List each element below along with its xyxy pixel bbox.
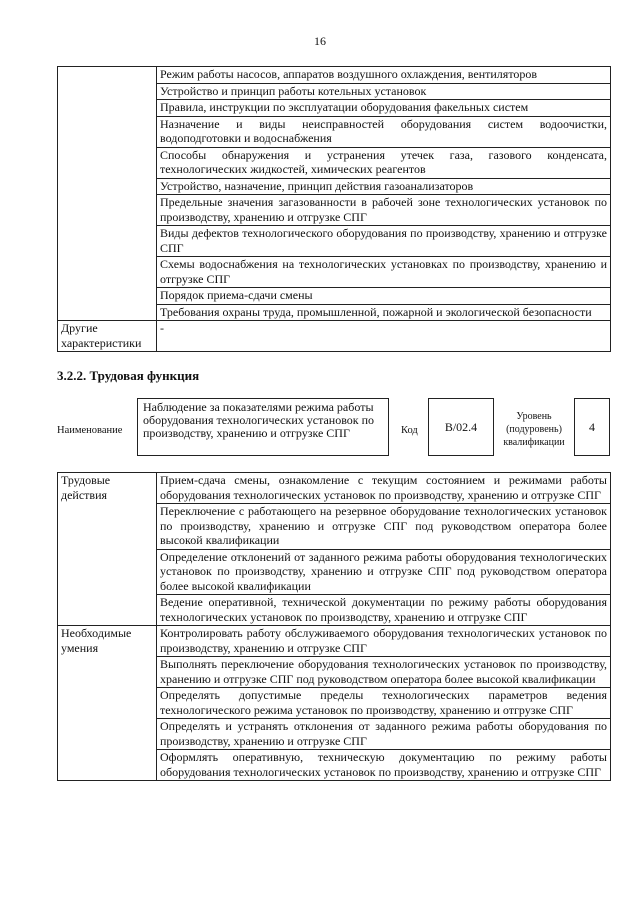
function-name-value: Наблюдение за показателями режима работы оборудования технологических установок по производству, хранению и отгрузке СПГ — [137, 398, 389, 456]
function-name-label: Наименование — [57, 425, 123, 436]
knowledge-item: Назначение и виды неисправностей оборудования систем водоочистки, водоподготовки и водоснабжения — [157, 116, 611, 147]
skill-item: Определять допустимые пределы технологических параметров ведения технологического режима установок по производству, хранению и отгрузке СПГ — [157, 688, 611, 719]
skill-item: Выполнять переключение оборудования технологических установок по производству, хранению и отгрузке СПГ под руководством оператора более высокой квалификации — [157, 657, 611, 688]
table-row — [58, 321, 611, 352]
function-details-table — [57, 472, 611, 781]
labor-actions-label: Трудовые действия — [58, 473, 157, 626]
labor-action-item: Ведение оперативной, технической документации по режиму работы оборудования технологических установок по производству, хранению и отгрузке СПГ — [157, 595, 611, 626]
skill-item: Определять и устранять отклонения от заданного режима работы оборудования по производству, хранению и отгрузке СПГ — [157, 719, 611, 750]
qualification-level-value: 4 — [574, 398, 610, 456]
labor-action-item: Прием-сдача смены, ознакомление с текущим состоянием и режимами работы оборудования технологических установок по производству, хранению и отгрузке СПГ — [157, 473, 611, 504]
knowledge-item: Предельные значения загазованности в рабочей зоне технологических установок по производству, хранению и отгрузке СПГ — [157, 195, 611, 226]
section-heading: 3.2.2. Трудовая функция — [57, 368, 200, 383]
knowledge-item: Устройство и принцип работы котельных установок — [157, 83, 611, 100]
function-code-value: B/02.4 — [428, 398, 494, 456]
other-characteristics-label: Другие характеристики — [58, 321, 157, 352]
required-skills-label: Необходимые умения — [58, 626, 157, 781]
knowledge-item: Требования охраны труда, промышленной, пожарной и экологической безопасности — [157, 304, 611, 321]
other-characteristics-value: - — [157, 321, 611, 352]
labor-action-item: Переключение с работающего на резервное оборудование технологических установок по производству, хранению и отгрузке СПГ под руководством оператора более высокой квалификации — [157, 504, 611, 550]
skill-item: Оформлять оперативную, техническую документацию по режиму работы оборудования технологических установок по производству, хранению и отгрузке СПГ — [157, 750, 611, 781]
qualification-level-label: Уровень (подуровень) квалификации — [503, 411, 565, 448]
table-row — [58, 67, 611, 84]
knowledge-label-cell — [58, 67, 157, 321]
knowledge-item: Схемы водоснабжения на технологических установках по производству, хранению и отгрузке СПГ — [157, 257, 611, 288]
knowledge-item: Виды дефектов технологического оборудования по производству, хранению и отгрузке СПГ — [157, 226, 611, 257]
labor-action-item: Определение отклонений от заданного режима работы оборудования технологических установок по производству, хранению и отгрузке СПГ под руководством оператора более высокой квалификации — [157, 549, 611, 595]
knowledge-item: Правила, инструкции по эксплуатации оборудования факельных систем — [157, 100, 611, 117]
knowledge-item: Способы обнаружения и устранения утечек газа, газового конденсата, технологических жидкостей, химических реагентов — [157, 147, 611, 178]
function-code-label: Код — [401, 425, 418, 436]
knowledge-item: Порядок приема-сдачи смены — [157, 288, 611, 305]
knowledge-item: Режим работы насосов, аппаратов воздушного охлаждения, вентиляторов — [157, 67, 611, 84]
knowledge-table — [57, 66, 611, 352]
knowledge-item: Устройство, назначение, принцип действия газоанализаторов — [157, 178, 611, 195]
page-number: 16 — [314, 34, 326, 48]
skill-item: Контролировать работу обслуживаемого оборудования технологических установок по производству, хранению и отгрузке СПГ — [157, 626, 611, 657]
table-row — [58, 473, 611, 504]
table-row — [58, 626, 611, 657]
